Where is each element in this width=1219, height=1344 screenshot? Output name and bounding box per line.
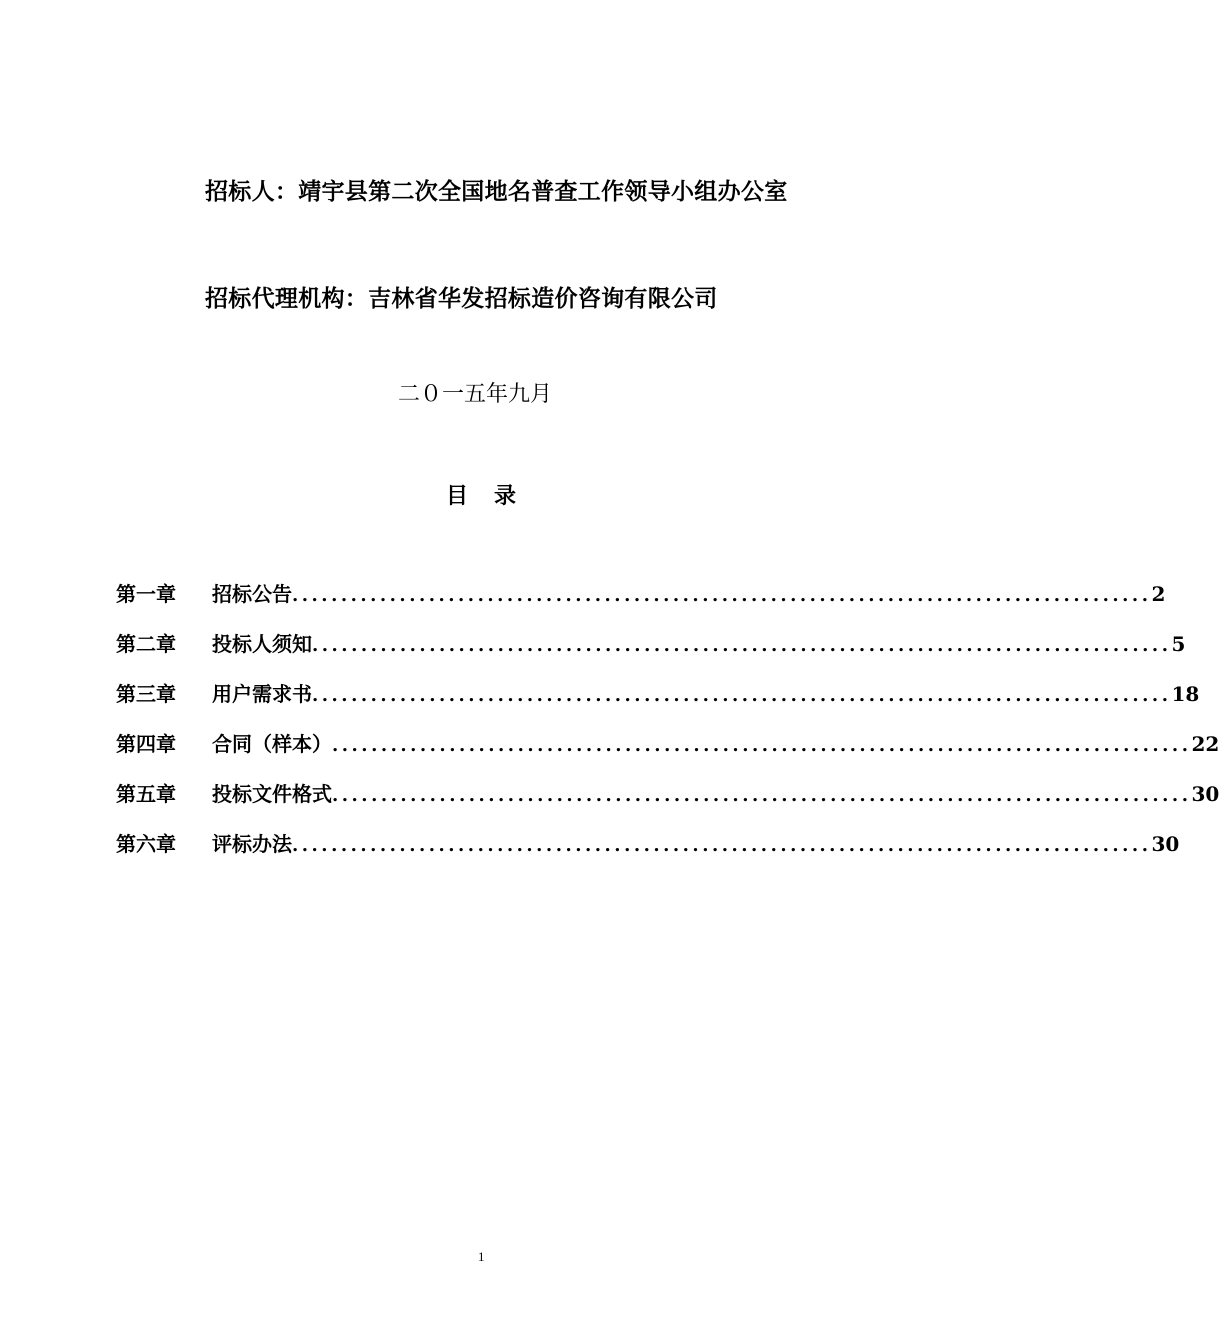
toc-chapter: 第四章 — [116, 732, 176, 756]
toc-chapter: 第一章 — [116, 582, 176, 606]
toc-entry-name: 合同（样本） — [212, 732, 332, 756]
toc-leader-dots: ........................................................................................ — [332, 785, 1192, 806]
table-of-contents — [116, 578, 1219, 878]
toc-page-number: 30 — [1151, 832, 1180, 856]
toc-entry-name: 评标办法 — [212, 832, 292, 856]
toc-entry[interactable] — [116, 578, 1166, 628]
toc-page-number: 30 — [1191, 782, 1219, 806]
toc-page-number: 22 — [1191, 732, 1219, 756]
toc-page-number: 2 — [1151, 582, 1166, 606]
agency-line: 招标代理机构：吉林省华发招标造价咨询有限公司 — [205, 285, 718, 312]
toc-leader-dots: ........................................................................................ — [312, 685, 1172, 706]
toc-chapter: 第三章 — [116, 682, 176, 706]
page-number: 1 — [478, 1249, 485, 1264]
toc-leader-dots: ........................................................................................ — [332, 735, 1192, 756]
toc-entry[interactable] — [116, 828, 1180, 878]
toc-chapter: 第五章 — [116, 782, 176, 806]
toc-page-number: 18 — [1171, 682, 1200, 706]
toc-entry[interactable] — [116, 778, 1219, 828]
toc-chapter: 第六章 — [116, 832, 176, 856]
toc-chapter: 第二章 — [116, 632, 176, 656]
toc-leader-dots: ........................................................................................ — [292, 835, 1152, 856]
tenderer-line: 招标人：靖宇县第二次全国地名普查工作领导小组办公室 — [205, 178, 788, 205]
toc-entry-name: 招标公告 — [212, 582, 292, 606]
toc-title: 目录 — [446, 483, 543, 509]
issue-date: 二０一五年九月 — [398, 382, 553, 407]
toc-entry[interactable] — [116, 628, 1186, 678]
toc-entry[interactable] — [116, 678, 1200, 728]
toc-leader-dots: ........................................................................................ — [312, 635, 1172, 656]
toc-entry-name: 投标人须知 — [212, 632, 312, 656]
toc-entry-name: 用户需求书 — [212, 682, 312, 706]
toc-entry[interactable] — [116, 728, 1219, 778]
toc-entry-name: 投标文件格式 — [212, 782, 332, 806]
toc-leader-dots: ........................................................................................ — [292, 585, 1152, 606]
toc-page-number: 5 — [1171, 632, 1186, 656]
